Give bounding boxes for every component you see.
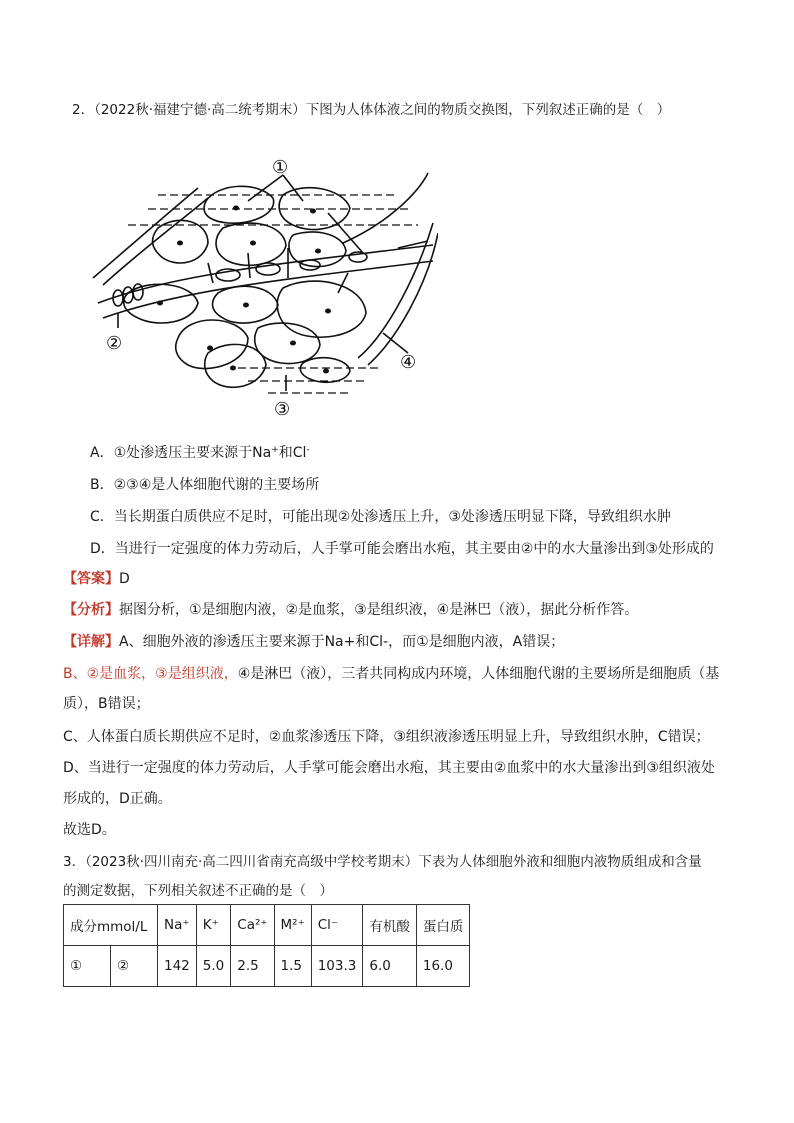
- option-d: D．当进行一定强度的体力劳动后，人手掌可能会磨出水疱，其主要由②中的水大量渗出到③处形成的: [90, 541, 714, 557]
- body-fluid-exchange-diagram: [88, 153, 438, 423]
- table-cell: 142: [158, 946, 197, 987]
- table-header-cell: K⁺: [196, 905, 230, 946]
- detail-line-2: B、②是血浆，③是组织液，④是淋巴（液），三者共同构成内环境，人体细胞代谢的主要场所是细胞质（基: [63, 666, 720, 682]
- detail-line-6: 形成的，D正确。: [63, 791, 172, 807]
- conclusion-line: 故选D。: [63, 822, 116, 838]
- option-c: C．当长期蛋白质供应不足时，可能出现②处渗透压上升，③处渗透压明显下降，导致组织水肿: [90, 509, 671, 525]
- table-cell: 103.3: [311, 946, 363, 987]
- option-b: B．②③④是人体细胞代谢的主要场所: [90, 477, 320, 493]
- q3-data-table: [63, 904, 470, 987]
- q3-stem-line-2: 的测定数据，下列相关叙述不正确的是（ ）: [63, 883, 333, 899]
- detail-line-1: 【详解】A、细胞外液的渗透压主要来源于Na+和Cl-，而①是细胞内液，A错误；: [63, 634, 565, 650]
- q3-stem-line-1: 3．（2023秋·四川南充·高二四川省南充高级中学校考期末）下表为人体细胞外液和细胞内液物质组成和含量: [63, 854, 702, 870]
- figure-label-3: ③: [274, 399, 291, 420]
- detail-line-3: 质），B错误；: [63, 696, 150, 712]
- table-cell: 6.0: [363, 946, 417, 987]
- table-header-cell: 成分mmol/L: [64, 905, 158, 946]
- table-row: [64, 946, 470, 987]
- figure-label-1: ①: [272, 157, 289, 178]
- answer-line: 【答案】D: [63, 571, 130, 587]
- table-cell: ②: [111, 946, 158, 987]
- table-header-cell: Cl⁻: [311, 905, 363, 946]
- table-header-cell: Ca²⁺: [231, 905, 274, 946]
- table-cell: 1.5: [274, 946, 311, 987]
- figure-label-4: ④: [400, 352, 417, 373]
- detail-line-5: D、当进行一定强度的体力劳动后，人手掌可能会磨出水疱，其主要由②血浆中的水大量渗出到③组织液处: [63, 760, 715, 776]
- option-a: A．①处渗透压主要来源于Na+和Cl-: [90, 445, 310, 461]
- table-header-cell: 蛋白质: [416, 905, 470, 946]
- table-cell: ①: [64, 946, 111, 987]
- table-header-cell: 有机酸: [363, 905, 417, 946]
- table-header-cell: M²⁺: [274, 905, 311, 946]
- table-header-cell: Na⁺: [158, 905, 197, 946]
- table-cell: 2.5: [231, 946, 274, 987]
- table-header-row: [64, 905, 470, 946]
- q2-stem: 2．（2022秋·福建宁德·高二统考期末）下图为人体体液之间的物质交换图，下列叙述正确的是（ ）: [72, 102, 671, 118]
- figure-label-2: ②: [106, 333, 123, 354]
- detail-line-4: C、人体蛋白质长期供应不足时，②血浆渗透压下降，③组织液渗透压明显上升，导致组织水肿，C错误；: [63, 729, 710, 745]
- table-cell: 5.0: [196, 946, 230, 987]
- analysis-line: 【分析】据图分析，①是细胞内液，②是血浆，③是组织液，④是淋巴（液），据此分析作答。: [63, 602, 639, 618]
- table-cell: 16.0: [416, 946, 470, 987]
